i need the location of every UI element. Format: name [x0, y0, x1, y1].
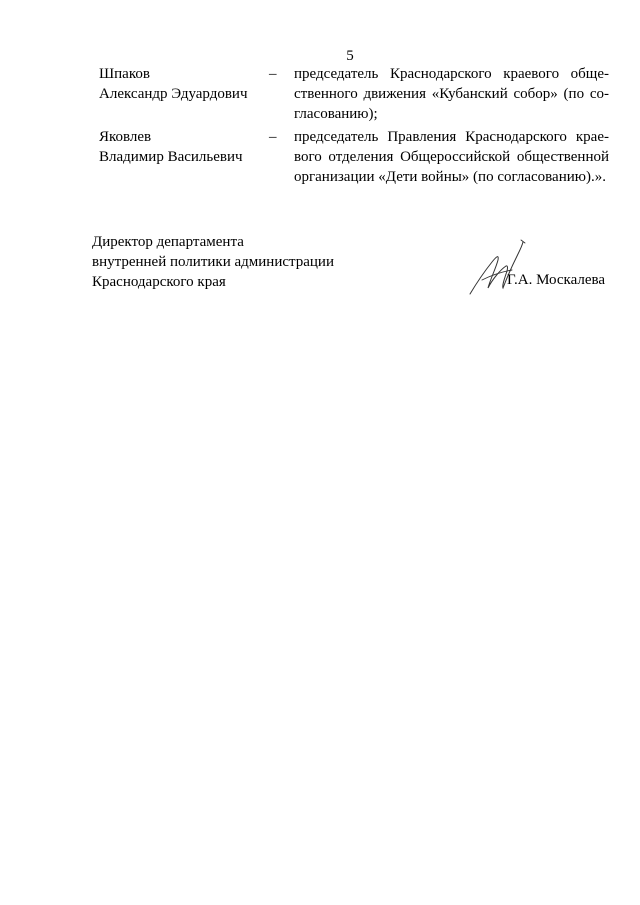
page-number: 5 — [346, 48, 354, 64]
signer-position-line: Директор департамента — [92, 234, 244, 250]
member-name — [99, 127, 269, 167]
member-name — [99, 64, 269, 104]
member-role — [294, 127, 609, 187]
signer-name: Г.А. Москалева — [507, 272, 606, 288]
entry-dash: – — [269, 66, 277, 82]
member-surname: Шпаков — [99, 66, 150, 82]
signer-position-line: Краснодарского края — [92, 274, 226, 290]
role-line: председатель Правления Краснодарского крае- — [294, 129, 609, 145]
role-line: гласованию); — [294, 106, 378, 122]
role-line: ственного движения «Кубанский собор» (по со- — [294, 86, 609, 102]
member-role — [294, 64, 609, 124]
signer-position-line: внутренней политики администрации — [92, 254, 334, 270]
role-line: организации «Дети войны» (по согласованию).». — [294, 169, 606, 185]
signature-block — [92, 232, 392, 292]
member-surname: Яковлев — [99, 129, 152, 145]
member-given-names: Александр Эдуардович — [99, 86, 248, 102]
entry-dash: – — [269, 129, 277, 145]
role-line: вого отделения Общероссийской общественной — [294, 149, 609, 165]
role-line: председатель Краснодарского краевого обще- — [294, 66, 609, 82]
member-given-names: Владимир Васильевич — [99, 149, 243, 165]
